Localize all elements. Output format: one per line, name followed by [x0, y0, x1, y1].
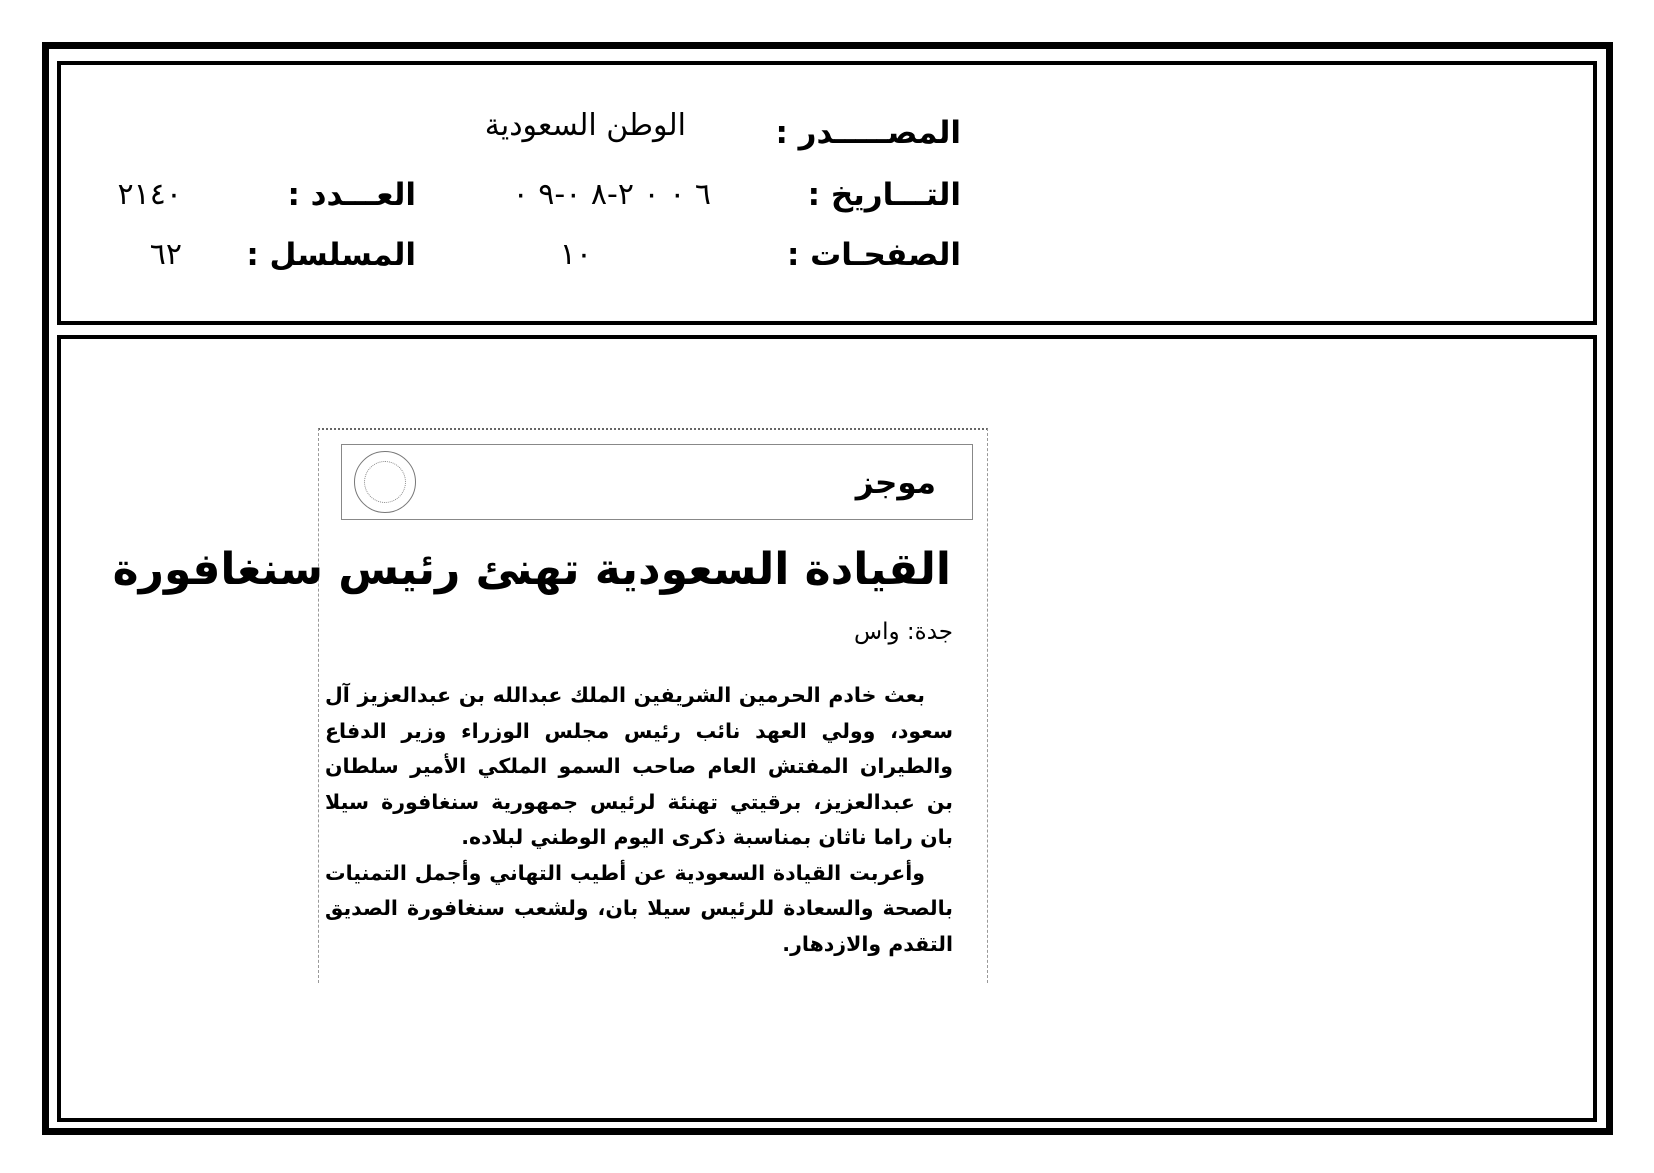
- article-byline: جدة: واس: [854, 619, 953, 645]
- section-label: موجز: [855, 465, 936, 501]
- article-paragraph: وأعربت القيادة السعودية عن أطيب التهاني وأجمل التمنيات بالصحة والسعادة للرئيس سيلا بان، ولشعب سنغافورة الصديق التقدم والازدهار.: [325, 860, 953, 956]
- article-body: [325, 678, 953, 962]
- newspaper-clipping: [112, 428, 988, 983]
- section-banner: [341, 444, 973, 520]
- issue-label: العـــدد :: [287, 177, 416, 213]
- pages-value: ١٠: [559, 237, 592, 272]
- source-label: المصـــــدر :: [775, 115, 961, 151]
- article-headline: القيادة السعودية تهنئ رئيس سنغافورة: [112, 544, 951, 595]
- serial-value: ٦٢: [149, 237, 182, 272]
- source-value: الوطن السعودية: [484, 108, 686, 143]
- article-paragraph: بعث خادم الحرمين الشريفين الملك عبدالله بن عبدالعزيز آل سعود، وولي العهد نائب رئيس مجلس الوزراء وزير الدفاع والطيران المفتش العام صاحب السمو الملكي الأمير سلطان بن عبدالعزيز، برقيتي تهنئة لرئيس جمهورية سنغافورة سيلا بان راما ناثان بمناسبة ذكرى اليوم الوطني لبلاده.: [325, 683, 953, 849]
- serial-label: المسلسل :: [246, 237, 416, 273]
- pages-label: الصفحـات :: [786, 237, 961, 273]
- emblem-icon: [354, 451, 416, 513]
- issue-value: ٢١٤٠: [117, 177, 182, 212]
- date-label: التـــاريخ :: [807, 177, 961, 213]
- date-value: ٦ ٠ ٠ ٢-٨ ٠-٩ ٠: [512, 177, 711, 212]
